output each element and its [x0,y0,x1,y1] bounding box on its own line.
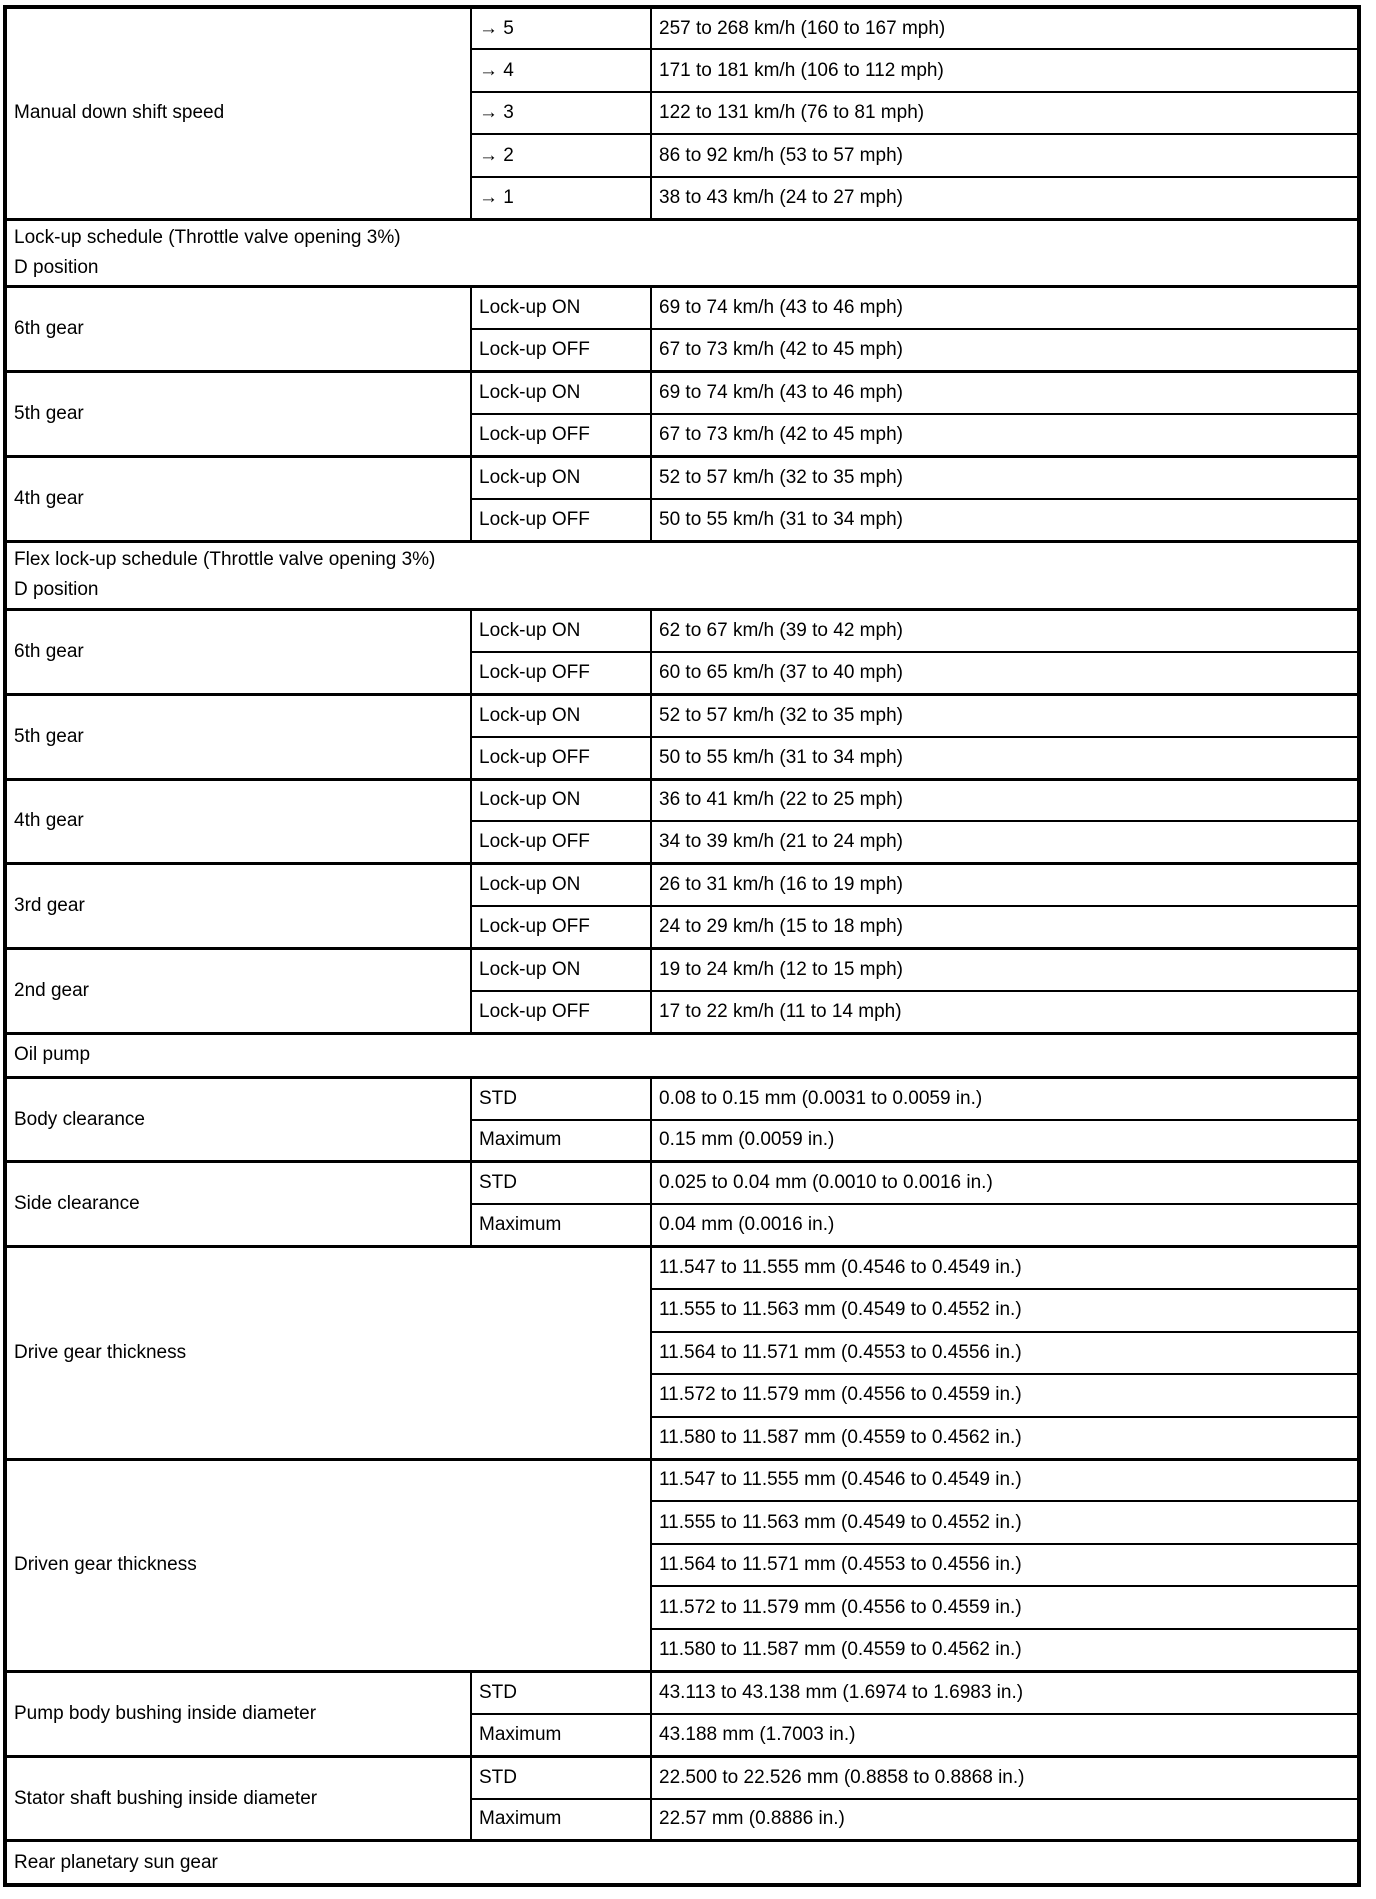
spec-value: 50 to 55 km/h (31 to 34 mph) [651,499,1359,541]
spec-key: Maximum [471,1799,651,1841]
spec-value: 67 to 73 km/h (42 to 45 mph) [651,414,1359,456]
spec-value: 62 to 67 km/h (39 to 42 mph) [651,609,1359,651]
spec-value: 0.025 to 0.04 mm (0.0010 to 0.0016 in.) [651,1162,1359,1204]
spec-value: 11.555 to 11.563 mm (0.4549 to 0.4552 in.) [651,1289,1359,1331]
spec-value: 69 to 74 km/h (43 to 46 mph) [651,287,1359,329]
spec-value: 11.547 to 11.555 mm (0.4546 to 0.4549 in.) [651,1459,1359,1501]
row-label: Body clearance [5,1077,471,1162]
row-label: Stator shaft bushing inside diameter [5,1756,471,1841]
spec-key: → 4 [471,49,651,91]
spec-key: STD [471,1162,651,1204]
spec-key: → 2 [471,134,651,176]
spec-key: Maximum [471,1204,651,1246]
spec-value: 11.572 to 11.579 mm (0.4556 to 0.4559 in.) [651,1586,1359,1628]
spec-key: Maximum [471,1714,651,1756]
spec-key: → 1 [471,177,651,219]
row-label: 6th gear [5,609,471,694]
spec-value: 43.113 to 43.138 mm (1.6974 to 1.6983 in.) [651,1671,1359,1713]
spec-value: 34 to 39 km/h (21 to 24 mph) [651,821,1359,863]
spec-key: Lock-up ON [471,779,651,821]
spec-value: 11.555 to 11.563 mm (0.4549 to 0.4552 in.) [651,1501,1359,1543]
section-header-line2: D position [14,257,99,279]
spec-value: 86 to 92 km/h (53 to 57 mph) [651,134,1359,176]
row-label: 4th gear [5,457,471,542]
section-header-line1: Flex lock-up schedule (Throttle valve opening 3%) [14,549,436,571]
section-title: Oil pump [5,1034,1359,1077]
row-label: 3rd gear [5,864,471,949]
spec-value: 60 to 65 km/h (37 to 40 mph) [651,652,1359,694]
row-label: Driven gear thickness [5,1459,651,1671]
section-title: Rear planetary sun gear [5,1841,1359,1885]
row-label: Manual down shift speed [5,7,471,219]
spec-key: Lock-up ON [471,372,651,414]
spec-key: Lock-up OFF [471,737,651,779]
spec-key: STD [471,1756,651,1798]
row-label: Side clearance [5,1162,471,1247]
row-label: 5th gear [5,694,471,779]
row-label: Pump body bushing inside diameter [5,1671,471,1756]
spec-key: Lock-up OFF [471,652,651,694]
spec-table [3,5,1361,1887]
spec-value: 67 to 73 km/h (42 to 45 mph) [651,329,1359,371]
spec-key: Lock-up ON [471,864,651,906]
spec-value: 38 to 43 km/h (24 to 27 mph) [651,177,1359,219]
spec-value: 50 to 55 km/h (31 to 34 mph) [651,737,1359,779]
spec-key: Maximum [471,1120,651,1162]
spec-key: STD [471,1671,651,1713]
spec-key: Lock-up OFF [471,821,651,863]
row-label: 2nd gear [5,949,471,1034]
spec-value: 52 to 57 km/h (32 to 35 mph) [651,694,1359,736]
spec-key: Lock-up ON [471,694,651,736]
row-label: 4th gear [5,779,471,864]
spec-value: 171 to 181 km/h (106 to 112 mph) [651,49,1359,91]
spec-value: 11.580 to 11.587 mm (0.4559 to 0.4562 in.) [651,1629,1359,1671]
section-header [5,219,1359,287]
row-label: 6th gear [5,287,471,372]
spec-value: 26 to 31 km/h (16 to 19 mph) [651,864,1359,906]
spec-key: Lock-up OFF [471,329,651,371]
spec-value: 43.188 mm (1.7003 in.) [651,1714,1359,1756]
spec-key: Lock-up OFF [471,414,651,456]
spec-key: Lock-up OFF [471,991,651,1033]
spec-value: 11.580 to 11.587 mm (0.4559 to 0.4562 in.) [651,1417,1359,1459]
spec-value: 0.15 mm (0.0059 in.) [651,1120,1359,1162]
spec-key: Lock-up ON [471,949,651,991]
spec-key: STD [471,1077,651,1119]
spec-value: 19 to 24 km/h (12 to 15 mph) [651,949,1359,991]
spec-key: Lock-up OFF [471,906,651,948]
section-header [5,542,1359,610]
spec-value: 22.57 mm (0.8886 in.) [651,1799,1359,1841]
row-label: Drive gear thickness [5,1247,651,1459]
row-label: 5th gear [5,372,471,457]
spec-value: 11.547 to 11.555 mm (0.4546 to 0.4549 in.) [651,1247,1359,1289]
spec-value: 52 to 57 km/h (32 to 35 mph) [651,457,1359,499]
spec-value: 11.564 to 11.571 mm (0.4553 to 0.4556 in.) [651,1332,1359,1374]
spec-key: Lock-up OFF [471,499,651,541]
spec-key: → 5 [471,7,651,49]
spec-value: 11.572 to 11.579 mm (0.4556 to 0.4559 in.) [651,1374,1359,1416]
spec-value: 11.564 to 11.571 mm (0.4553 to 0.4556 in.) [651,1544,1359,1586]
spec-value: 69 to 74 km/h (43 to 46 mph) [651,372,1359,414]
spec-key: Lock-up ON [471,287,651,329]
spec-value: 24 to 29 km/h (15 to 18 mph) [651,906,1359,948]
spec-value: 257 to 268 km/h (160 to 167 mph) [651,7,1359,49]
spec-value: 0.04 mm (0.0016 in.) [651,1204,1359,1246]
spec-value: 17 to 22 km/h (11 to 14 mph) [651,991,1359,1033]
spec-value: 22.500 to 22.526 mm (0.8858 to 0.8868 in.) [651,1756,1359,1798]
section-header-line1: Lock-up schedule (Throttle valve opening 3%) [14,227,401,249]
spec-value: 36 to 41 km/h (22 to 25 mph) [651,779,1359,821]
section-header-line2: D position [14,579,99,601]
spec-key: Lock-up ON [471,609,651,651]
spec-key: Lock-up ON [471,457,651,499]
spec-value: 0.08 to 0.15 mm (0.0031 to 0.0059 in.) [651,1077,1359,1119]
spec-value: 122 to 131 km/h (76 to 81 mph) [651,92,1359,134]
spec-key: → 3 [471,92,651,134]
